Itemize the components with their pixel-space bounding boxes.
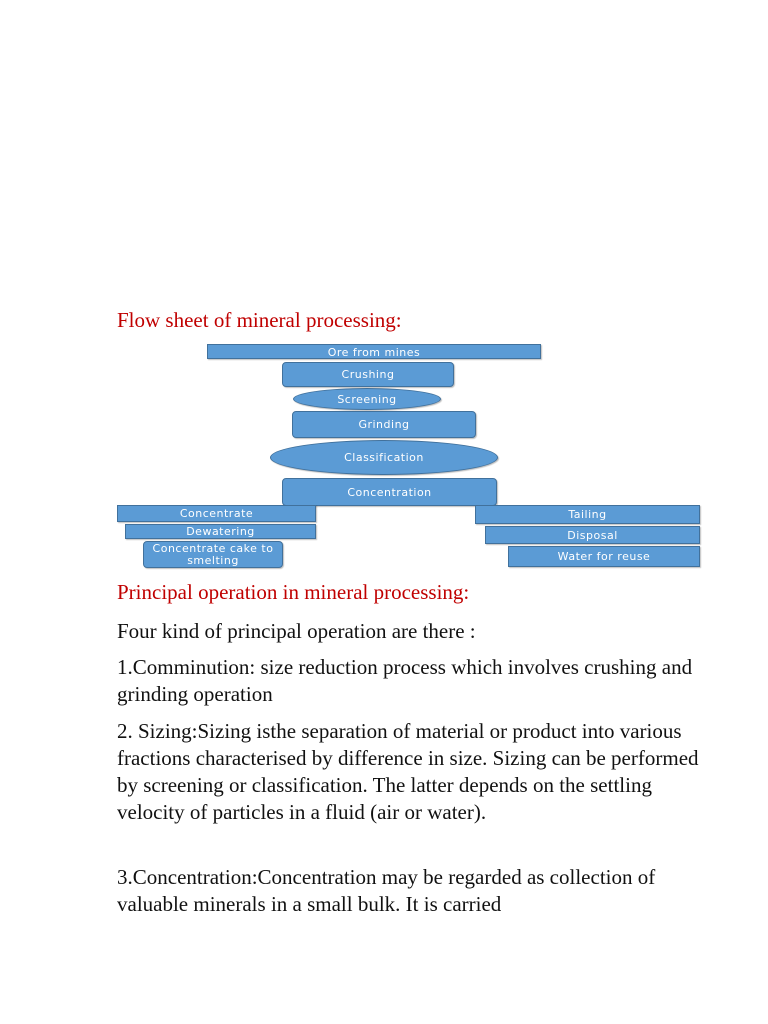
node-tailing: Tailing [475,505,700,524]
node-dewatering: Dewatering [125,524,316,539]
concentration-paragraph: 3.Concentration:Concentration may be regarded as collection of valuable minerals in a small bulk. It is carried [117,865,656,916]
principal-operation-heading: Principal operation in mineral processing: [117,580,470,604]
sizing-paragraph: 2. Sizing:Sizing isthe separation of material or product into various fractions characterised by difference in size. Sizing can be performed by screening or classification. The latter depends on the settling velocity of particles in a fluid (air or water). [117,719,699,824]
node-classification: Classification [270,440,498,475]
node-concentration: Concentration [282,478,497,506]
node-concentrate: Concentrate [117,505,316,522]
node-screening: Screening [293,388,441,410]
intro-paragraph: Four kind of principal operation are there : [117,619,476,643]
node-ore-from-mines: Ore from mines [207,344,541,359]
flow-sheet-heading: Flow sheet of mineral processing: [117,308,402,332]
node-disposal: Disposal [485,526,700,544]
node-water-for-reuse: Water for reuse [508,546,700,567]
comminution-paragraph: 1.Comminution: size reduction process which involves crushing and grinding operation [117,655,693,706]
node-grinding: Grinding [292,411,476,438]
node-concentrate-cake-to-smelting: Concentrate cake to smelting [143,541,283,568]
node-crushing: Crushing [282,362,454,387]
